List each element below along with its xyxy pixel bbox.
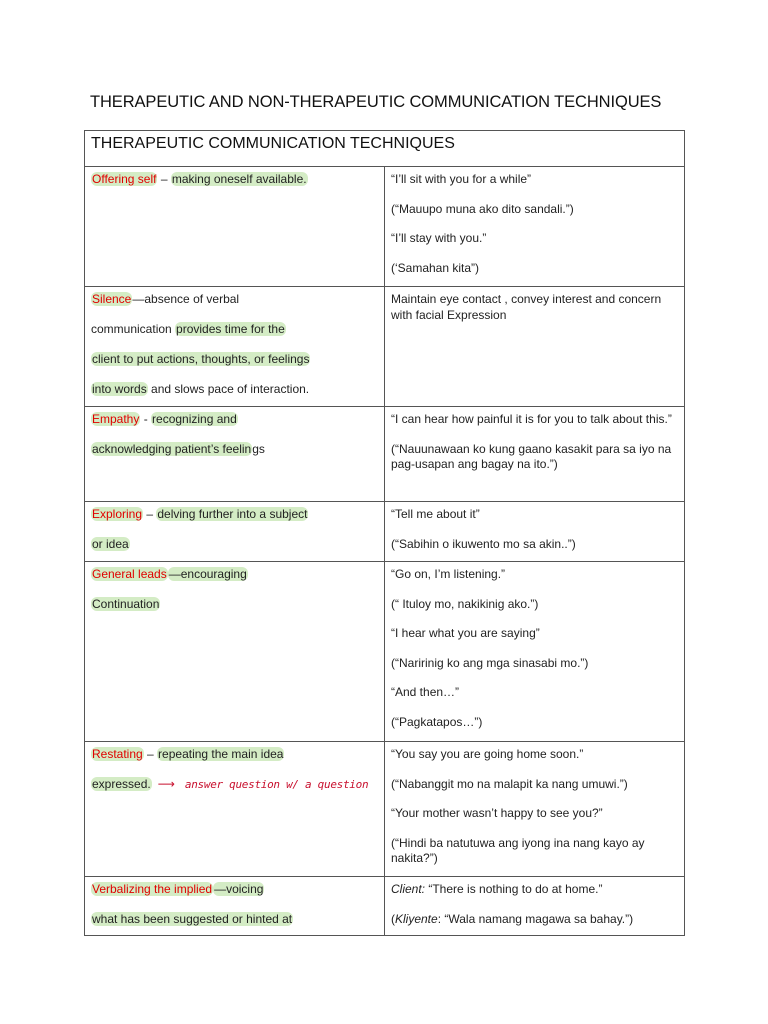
example-text: “I’ll sit with you for a while” bbox=[391, 172, 532, 186]
technique-desc: —absence of verbal bbox=[132, 292, 240, 306]
right-arrow-icon: ⟶ bbox=[157, 777, 175, 791]
handwritten-note: answer question w/ a question bbox=[184, 778, 369, 791]
example-text: (Kliyente: “Wala namang magawa sa bahay.”) bbox=[391, 911, 634, 926]
table-row bbox=[85, 167, 685, 287]
technique-desc-highlight: expressed. bbox=[92, 777, 151, 791]
document-title: THERAPEUTIC AND NON-THERAPEUTIC COMMUNICATION TECHNIQUES bbox=[90, 93, 662, 111]
technique-desc: communication bbox=[91, 322, 176, 336]
technique-cell bbox=[85, 502, 385, 562]
technique-term: General leads bbox=[92, 567, 167, 581]
technique-desc-highlight: —encouraging bbox=[168, 567, 247, 581]
example-text: (“Naririnig ko ang mga sinasabi mo.”) bbox=[391, 655, 589, 670]
table-row bbox=[85, 407, 685, 502]
example-text: “I’ll stay with you.” bbox=[391, 231, 487, 245]
technique-desc-highlight: recognizing and bbox=[152, 412, 237, 426]
technique-desc-highlight: client to put actions, thoughts, or feelings bbox=[92, 352, 310, 366]
table-row bbox=[85, 742, 685, 877]
technique-term: Offering self bbox=[92, 172, 157, 186]
table-row bbox=[85, 562, 685, 742]
technique-desc-highlight: or idea bbox=[92, 537, 129, 551]
example-text: (“Nabanggit mo na malapit ka nang umuwi.”) bbox=[391, 776, 628, 791]
example-text: “Tell me about it” bbox=[391, 507, 480, 521]
technique-desc-highlight: into words bbox=[92, 382, 147, 396]
table-row bbox=[85, 877, 685, 936]
example-text: “Go on, I’m listening.” bbox=[391, 567, 506, 581]
section-header: THERAPEUTIC COMMUNICATION TECHNIQUES bbox=[85, 131, 685, 167]
technique-desc-highlight: what has been suggested or hinted at bbox=[92, 912, 293, 926]
separator: – bbox=[143, 507, 157, 521]
separator: - bbox=[140, 412, 152, 426]
example-cell bbox=[385, 742, 685, 877]
technique-desc-highlight: acknowledging patient’s feelin bbox=[92, 442, 252, 456]
example-text: (“Pagkatapos…”) bbox=[391, 714, 483, 729]
example-text: (“ Ituloy mo, nakikinig ako.”) bbox=[391, 596, 539, 611]
example-cell bbox=[385, 502, 685, 562]
technique-term: Silence bbox=[92, 292, 132, 306]
example-quote: “There is nothing to do at home.” bbox=[425, 882, 603, 896]
separator: – bbox=[143, 747, 158, 761]
example-text: Maintain eye contact , convey interest and concern with facial Expression bbox=[391, 292, 662, 322]
example-text: “Your mother wasn’t happy to see you?” bbox=[391, 806, 603, 820]
technique-term: Restating bbox=[92, 747, 143, 761]
example-text: (‘Samahan kita”) bbox=[391, 260, 480, 275]
technique-cell bbox=[85, 287, 385, 407]
example-cell bbox=[385, 287, 685, 407]
separator: – bbox=[157, 172, 171, 186]
example-text: (“Sabihin o ikuwento mo sa akin..”) bbox=[391, 536, 576, 551]
technique-desc-highlight: repeating the main idea bbox=[158, 747, 284, 761]
example-text: (“Nauunawaan ko kung gaano kasakit para sa iyo na pag-usapan ang bagay na ito.”) bbox=[391, 441, 672, 471]
table-header-row bbox=[85, 131, 685, 167]
technique-desc: making oneself available. bbox=[171, 172, 307, 186]
example-text: “I can hear how painful it is for you to talk about this.” bbox=[391, 412, 672, 426]
techniques-table bbox=[84, 130, 685, 936]
example-quote: : “Wala namang magawa sa bahay.”) bbox=[437, 911, 634, 926]
technique-desc-highlight: —voicing bbox=[214, 882, 264, 896]
table-row bbox=[85, 287, 685, 407]
technique-cell bbox=[85, 167, 385, 287]
technique-desc: and slows pace of interaction. bbox=[147, 382, 310, 396]
technique-desc: gs bbox=[252, 442, 265, 456]
example-cell bbox=[385, 562, 685, 742]
example-cell bbox=[385, 877, 685, 936]
technique-cell bbox=[85, 742, 385, 877]
technique-desc-highlight: provides time for the bbox=[176, 322, 285, 336]
example-cell bbox=[385, 407, 685, 502]
example-cell bbox=[385, 167, 685, 287]
example-text bbox=[391, 882, 680, 898]
example-text: “You say you are going home soon.” bbox=[391, 747, 584, 761]
example-text: (“Mauupo muna ako dito sandali.”) bbox=[391, 201, 574, 216]
technique-term: Empathy bbox=[92, 412, 140, 426]
example-text: “I hear what you are saying” bbox=[391, 626, 540, 640]
technique-desc-highlight: Continuation bbox=[92, 597, 160, 611]
speaker-label: Client: bbox=[391, 882, 426, 896]
technique-cell bbox=[85, 562, 385, 742]
table-row bbox=[85, 502, 685, 562]
technique-term: Exploring bbox=[92, 507, 143, 521]
technique-term: Verbalizing the implied bbox=[92, 882, 213, 896]
example-text: (“Hindi ba natutuwa ang iyong ina nang kayo ay nakita?”) bbox=[391, 835, 645, 865]
speaker-label: Kliyente bbox=[395, 911, 438, 926]
technique-desc-highlight: delving further into a subject bbox=[157, 507, 308, 521]
technique-cell bbox=[85, 407, 385, 502]
example-text: “And then…” bbox=[391, 685, 460, 699]
technique-cell bbox=[85, 877, 385, 936]
